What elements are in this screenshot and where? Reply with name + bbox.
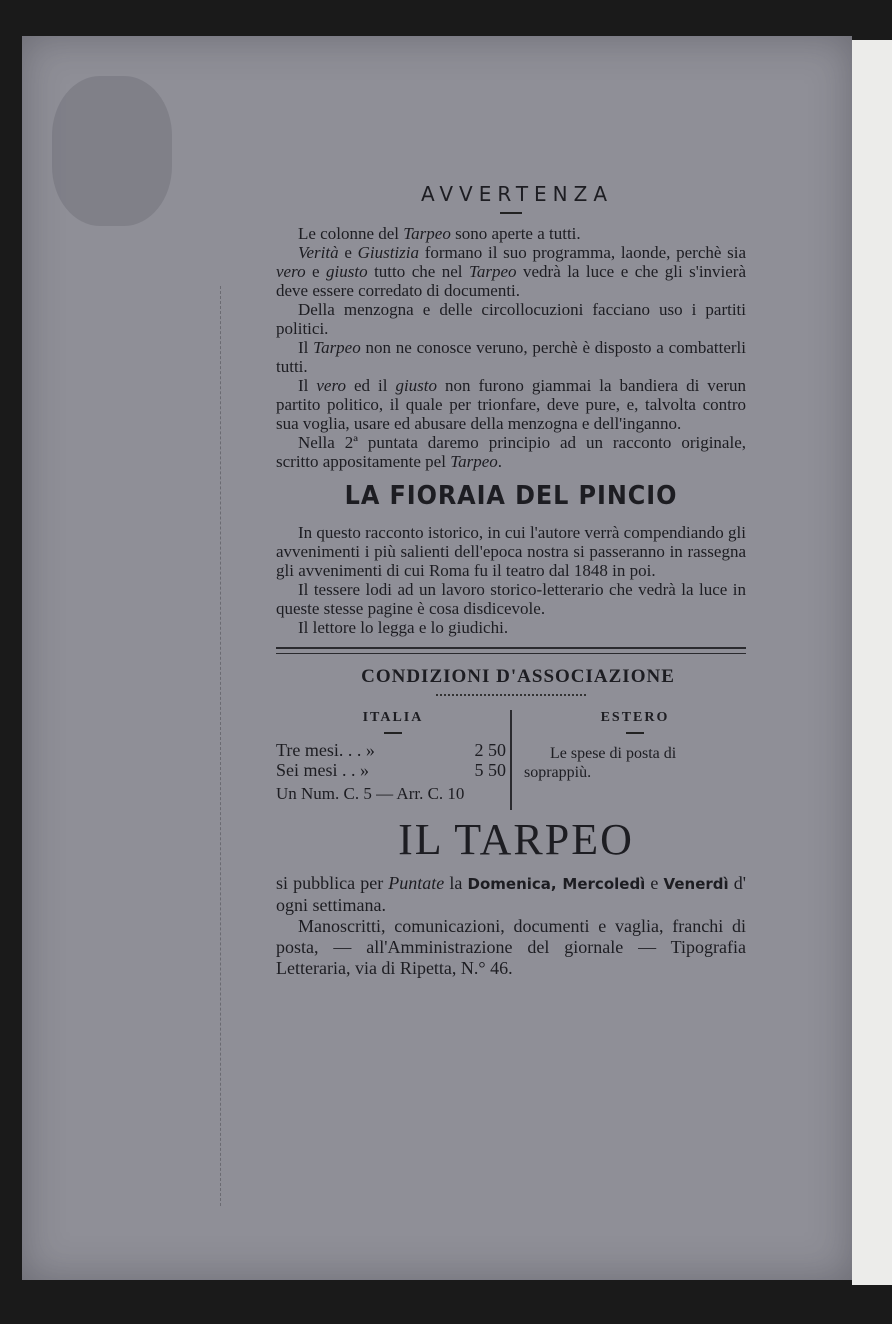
price-value: 5 50 [474,760,506,780]
title-dash [500,212,522,214]
column-dash [384,732,402,734]
page-stain [52,76,172,226]
avvertenza-paragraph-6: Nella 2ª puntata daremo principio ad un racconto originale, scritto appositamente pel Tarpeo. [276,433,746,471]
avvertenza-paragraph-5: Il vero ed il giusto non furono giammai la bandiera di verun partito politico, il quale per trionfare, deve pure, e, talvolta contro sua voglia, usare ed abusare della menzogna e dell'inganno. [276,376,747,433]
contact-paragraph: Manoscritti, comunicazioni, documenti e vaglia, franchi di posta, — all'Amministrazione del giornale — Tipografia Letteraria, via di Ripetta, N.° 46. [276,916,746,978]
price-label: Sei mesi . . » [276,760,369,780]
avvertenza-paragraph-3: Della menzogna e delle circollocuzioni facciano uso i partiti politici. [276,300,746,338]
section-divider [276,647,746,654]
facing-page-edge [852,40,892,1285]
price-row [276,760,510,780]
conditions-title: CONDIZIONI D'ASSOCIAZIONE [361,666,675,687]
page-content [276,182,746,979]
price-row [276,740,510,760]
serial-paragraph-1: In questo racconto istorico, in cui l'autore verrà compendiando gli avvenimenti i più salienti dell'epoca nostra si passeranno in rassegna gli avvenimenti di cui Roma fu il teatro dal 1848 in poi. [276,523,746,580]
price-label: Tre mesi. . . » [276,740,375,760]
estero-heading: ESTERO [600,710,670,725]
masthead-title: IL TARPEO [398,815,634,864]
single-issue-price: Un Num. C. 5 — Arr. C. 10 [276,784,465,803]
estero-text: Le spese di posta di soprappiù. [524,745,677,781]
estero-column [512,710,746,810]
column-dash [626,732,644,734]
italia-heading: ITALIA [362,710,424,725]
subscription-table [276,710,746,810]
serial-paragraph-3: Il lettore lo legga e lo giudichi. [298,618,509,637]
price-value: 2 50 [474,740,506,760]
page-fold-line [220,286,221,1206]
publication-schedule: si pubblica per Puntate la Domenica, Mercoledì e Venerdì d' ogni settimana. [276,873,746,915]
italia-column [276,710,512,810]
serial-title: LA FIORAIA DEL PINCIO [344,481,678,511]
avvertenza-paragraph-4: Il Tarpeo non ne conosce veruno, perchè è disposto a combatterli tutti. [276,338,746,376]
avvertenza-paragraph-2: Verità e Giustizia formano il suo programma, laonde, perchè sia vero e giusto tutto che nel Tarpeo vedrà la luce e che gli s'invierà deve essere corredato di documenti. [276,243,747,300]
ornamental-rule [436,690,586,696]
avvertenza-title: AVVERTENZA [420,182,614,206]
avvertenza-paragraph-1: Le colonne del Tarpeo sono aperte a tutti. [298,224,581,243]
serial-paragraph-2: Il tessere lodi ad un lavoro storico-letterario che vedrà la luce in queste stesse pagine è cosa disdicevole. [276,580,746,618]
